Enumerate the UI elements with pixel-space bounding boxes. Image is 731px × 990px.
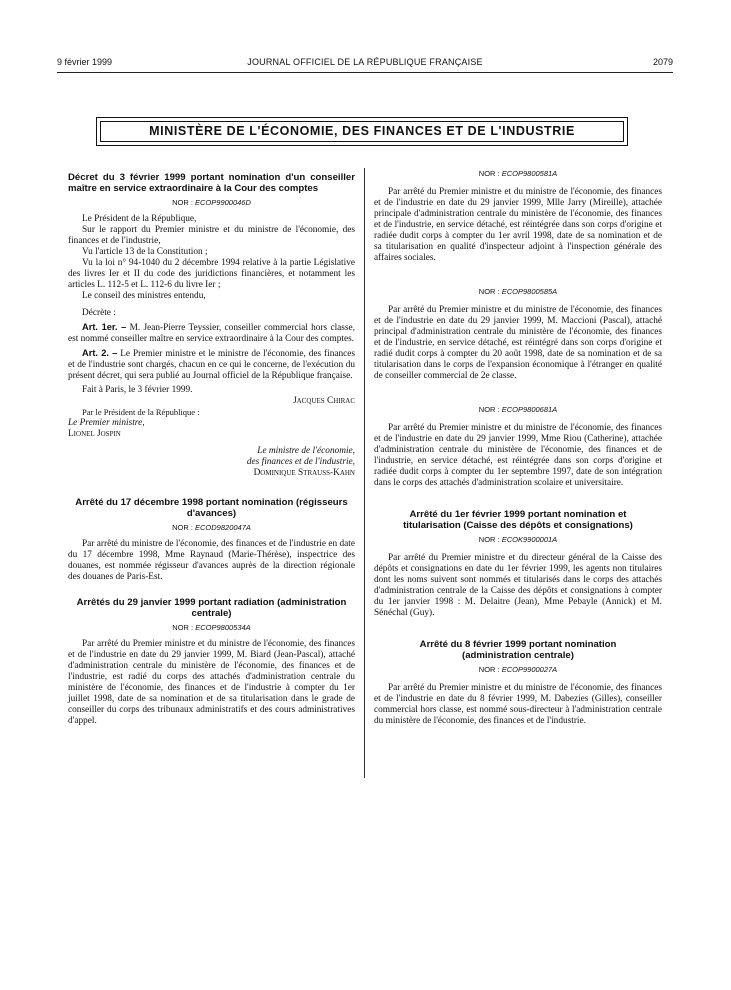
paragraph: Par arrêté du ministre de l'économie, des finances et de l'industrie en date du 17 décembre 1998, Mme Raynaud (Marie-Thérèse), inspectrice des douanes, est nommée régisseur d'avances auprès de la direction régionale des douanes de Paris-Est. xyxy=(68,539,355,582)
decrete-label: Décrète : xyxy=(82,308,116,318)
paragraph: Vu la loi n° 94-1040 du 2 décembre 1994 relative à la partie Législative des livres Ier et II du code des juridictions financières, et notamment les articles L. 112-5 et L. 112-6 du livre Ier ; xyxy=(68,258,355,290)
header-date: 9 février 1999 xyxy=(57,57,113,67)
paragraph: Sur le rapport du Premier ministre et du ministre de l'économie, des finances et de l'industrie, xyxy=(68,225,355,246)
header-page-number: 2079 xyxy=(652,57,673,67)
header-journal-title: JOURNAL OFFICIEL DE LA RÉPUBLIQUE FRANÇAISE xyxy=(247,57,483,67)
arrete-caisse-depots-title: Arrêté du 1er février 1999 portant nomination et titularisation (Caisse des dépôts et consignations) xyxy=(403,509,633,531)
nor-reference: NOR : ECOP9800534A xyxy=(172,623,251,632)
arretes-radiation-title: Arrêtés du 29 janvier 1999 portant radiation (administration centrale) xyxy=(76,597,347,619)
header-rule xyxy=(57,72,673,73)
ministre-title-2: des finances et de l'industrie, xyxy=(246,457,355,467)
nor-code: ECOD9820047A xyxy=(195,523,251,532)
column-divider xyxy=(364,168,365,778)
paragraph: Le Président de la République, xyxy=(82,214,197,224)
nor-reference: NOR : ECOP9900027A xyxy=(478,665,558,674)
nor-code: ECOP9800581A xyxy=(501,169,558,178)
article-1-text: M. Jean-Pierre Teyssier, conseiller commercial hors classe, est nommé conseiller maître en service extraordinaire à la Cour des comptes. xyxy=(68,323,355,344)
paragraph: Par arrêté du Premier ministre et du ministre de l'économie, des finances et de l'industrie en date du 29 janvier 1999, Mme Riou (Catherine), attachée d'administration centrale du ministère de l'économie, des finances et de l'industrie, en service détaché, est réintégrée dans son corps d'origine et radiée dudit corps à compter du 1er septembre 1997, date de son intégration dans le corps des attachés d'administration scolaire et universitaire. xyxy=(374,423,662,488)
arrete-regisseurs-title: Arrêté du 17 décembre 1998 portant nomination (régisseurs d'avances) xyxy=(75,497,348,519)
paragraph: Le conseil des ministres entendu, xyxy=(82,291,206,301)
nor-code: ECOK9900001A xyxy=(501,535,558,544)
paragraph: Par arrêté du Premier ministre et du directeur général de la Caisse des dépôts et consignations en date du 1er février 1999, les agents non titulaires dont les noms suivent sont nommés et titularisés dans le corps des attachés d'administration centrale de la Caisse des dépôts et consignations à compter du 1er janvier 1998 : M. Delaitre (Jean), Mme Pebayle (Annick) et M. Sénéchal (Guy). xyxy=(374,553,662,618)
nor-reference: NOR : ECOP9800681A xyxy=(478,405,558,414)
arrete-nomination-title: Arrêté du 8 février 1999 portant nomination (administration centrale) xyxy=(419,639,617,661)
decret-title: Décret du 3 février 1999 portant nomination d'un conseiller maître en service extraordinaire à la Cour des comptes xyxy=(68,172,355,194)
nor-reference: NOR : ECOP9800585A xyxy=(478,287,558,296)
par-le-president: Par le Président de la République : xyxy=(82,407,200,417)
right-column xyxy=(374,165,662,727)
article-2-label: Art. 2. – xyxy=(82,348,118,358)
paragraph: Par arrêté du Premier ministre et du ministre de l'économie, des finances et de l'industrie en date du 29 janvier 1999, M. Maccioni (Pascal), attaché principal d'administration centrale du ministère de l'économie, des finances et de l'industrie, en service détaché, est réintégré dans son corps d'origine et radié dudit corps à compter du 20 août 1998, date de sa nomination et de sa titularisation dans le corps de l'expansion économique à l'étranger en qualité de conseiller commercial de 2e classe. xyxy=(374,305,662,381)
ministre-name: Dominique Strauss-Kahn xyxy=(253,468,355,478)
fait-a-paris: Fait à Paris, le 3 février 1999. xyxy=(82,385,193,395)
paragraph: Vu l'article 13 de la Constitution ; xyxy=(82,247,208,257)
nor-code: ECOP9900027A xyxy=(501,665,558,674)
paragraph: Par arrêté du Premier ministre et du ministre de l'économie, des finances et de l'industrie en date du 29 janvier 1999, Mlle Jarry (Mireille), attachée principale d'administration centrale du ministère de l'économie, des finances et de l'industrie, en service détaché, est réintégrée dans son corps d'origine et radiée dudit corps à compter du 1er avril 1998, date de sa nomination et de sa titularisation en qualité d'inspecteur adjoint à l'inspection générale des affaires sociales. xyxy=(374,187,662,263)
nor-reference: NOR : ECOK9900001A xyxy=(478,535,558,544)
nor-reference xyxy=(68,197,355,208)
signature-president: Jacques Chirac xyxy=(293,396,355,406)
article-2 xyxy=(68,348,355,382)
article-1 xyxy=(68,322,355,345)
nor-code: ECOP9900046D xyxy=(195,198,251,207)
nor-reference: NOR : ECOP9800581A xyxy=(478,169,558,178)
paragraph: Par arrêté du Premier ministre et du ministre de l'économie, des finances et de l'industrie en date du 8 février 1999, M. Dabezies (Gilles), conseiller commercial hors classe, est nommé sous-directeur à l'administration centrale du ministère de l'économie, des finances et de l'industrie. xyxy=(374,683,662,726)
nor-code: ECOP9800585A xyxy=(501,287,558,296)
page-header xyxy=(57,57,673,71)
premier-ministre-title: Le Premier ministre, xyxy=(68,418,145,428)
premier-ministre-name: Lionel Jospin xyxy=(68,429,121,439)
nor-code: ECOP9800534A xyxy=(195,623,251,632)
article-2-text: Le Premier ministre et le ministre de l'économie, des finances et de l'industrie sont chargés, chacun en ce qui le concerne, de l'exécution du présent décret, qui sera publié au Journal officiel de la République française. xyxy=(68,349,355,381)
ministre-title-1: Le ministre de l'économie, xyxy=(257,446,355,456)
article-1-label: Art. 1er. – xyxy=(82,322,127,332)
nor-label: NOR : xyxy=(172,198,196,207)
ministry-title: MINISTÈRE DE L'ÉCONOMIE, DES FINANCES ET DE L'INDUSTRIE xyxy=(100,121,624,142)
paragraph: Par arrêté du Premier ministre et du ministre de l'économie, des finances et de l'industrie en date du 29 janvier 1999, M. Biard (Jean-Pascal), attaché d'administration centrale du ministère de l'économie, des finances et de l'industrie, est radié du corps des attachés d'administration centrale du ministère de l'économie, des finances et de l'industrie à compter du 1er juillet 1998, date de sa nomination et de sa titularisation dans le grade de conseiller du corps des tribunaux administratifs et des cours administratives d'appel. xyxy=(68,639,355,726)
nor-code: ECOP9800681A xyxy=(501,405,558,414)
nor-reference: NOR : ECOD9820047A xyxy=(172,523,251,532)
left-column xyxy=(68,172,355,727)
ministry-banner xyxy=(96,117,628,146)
